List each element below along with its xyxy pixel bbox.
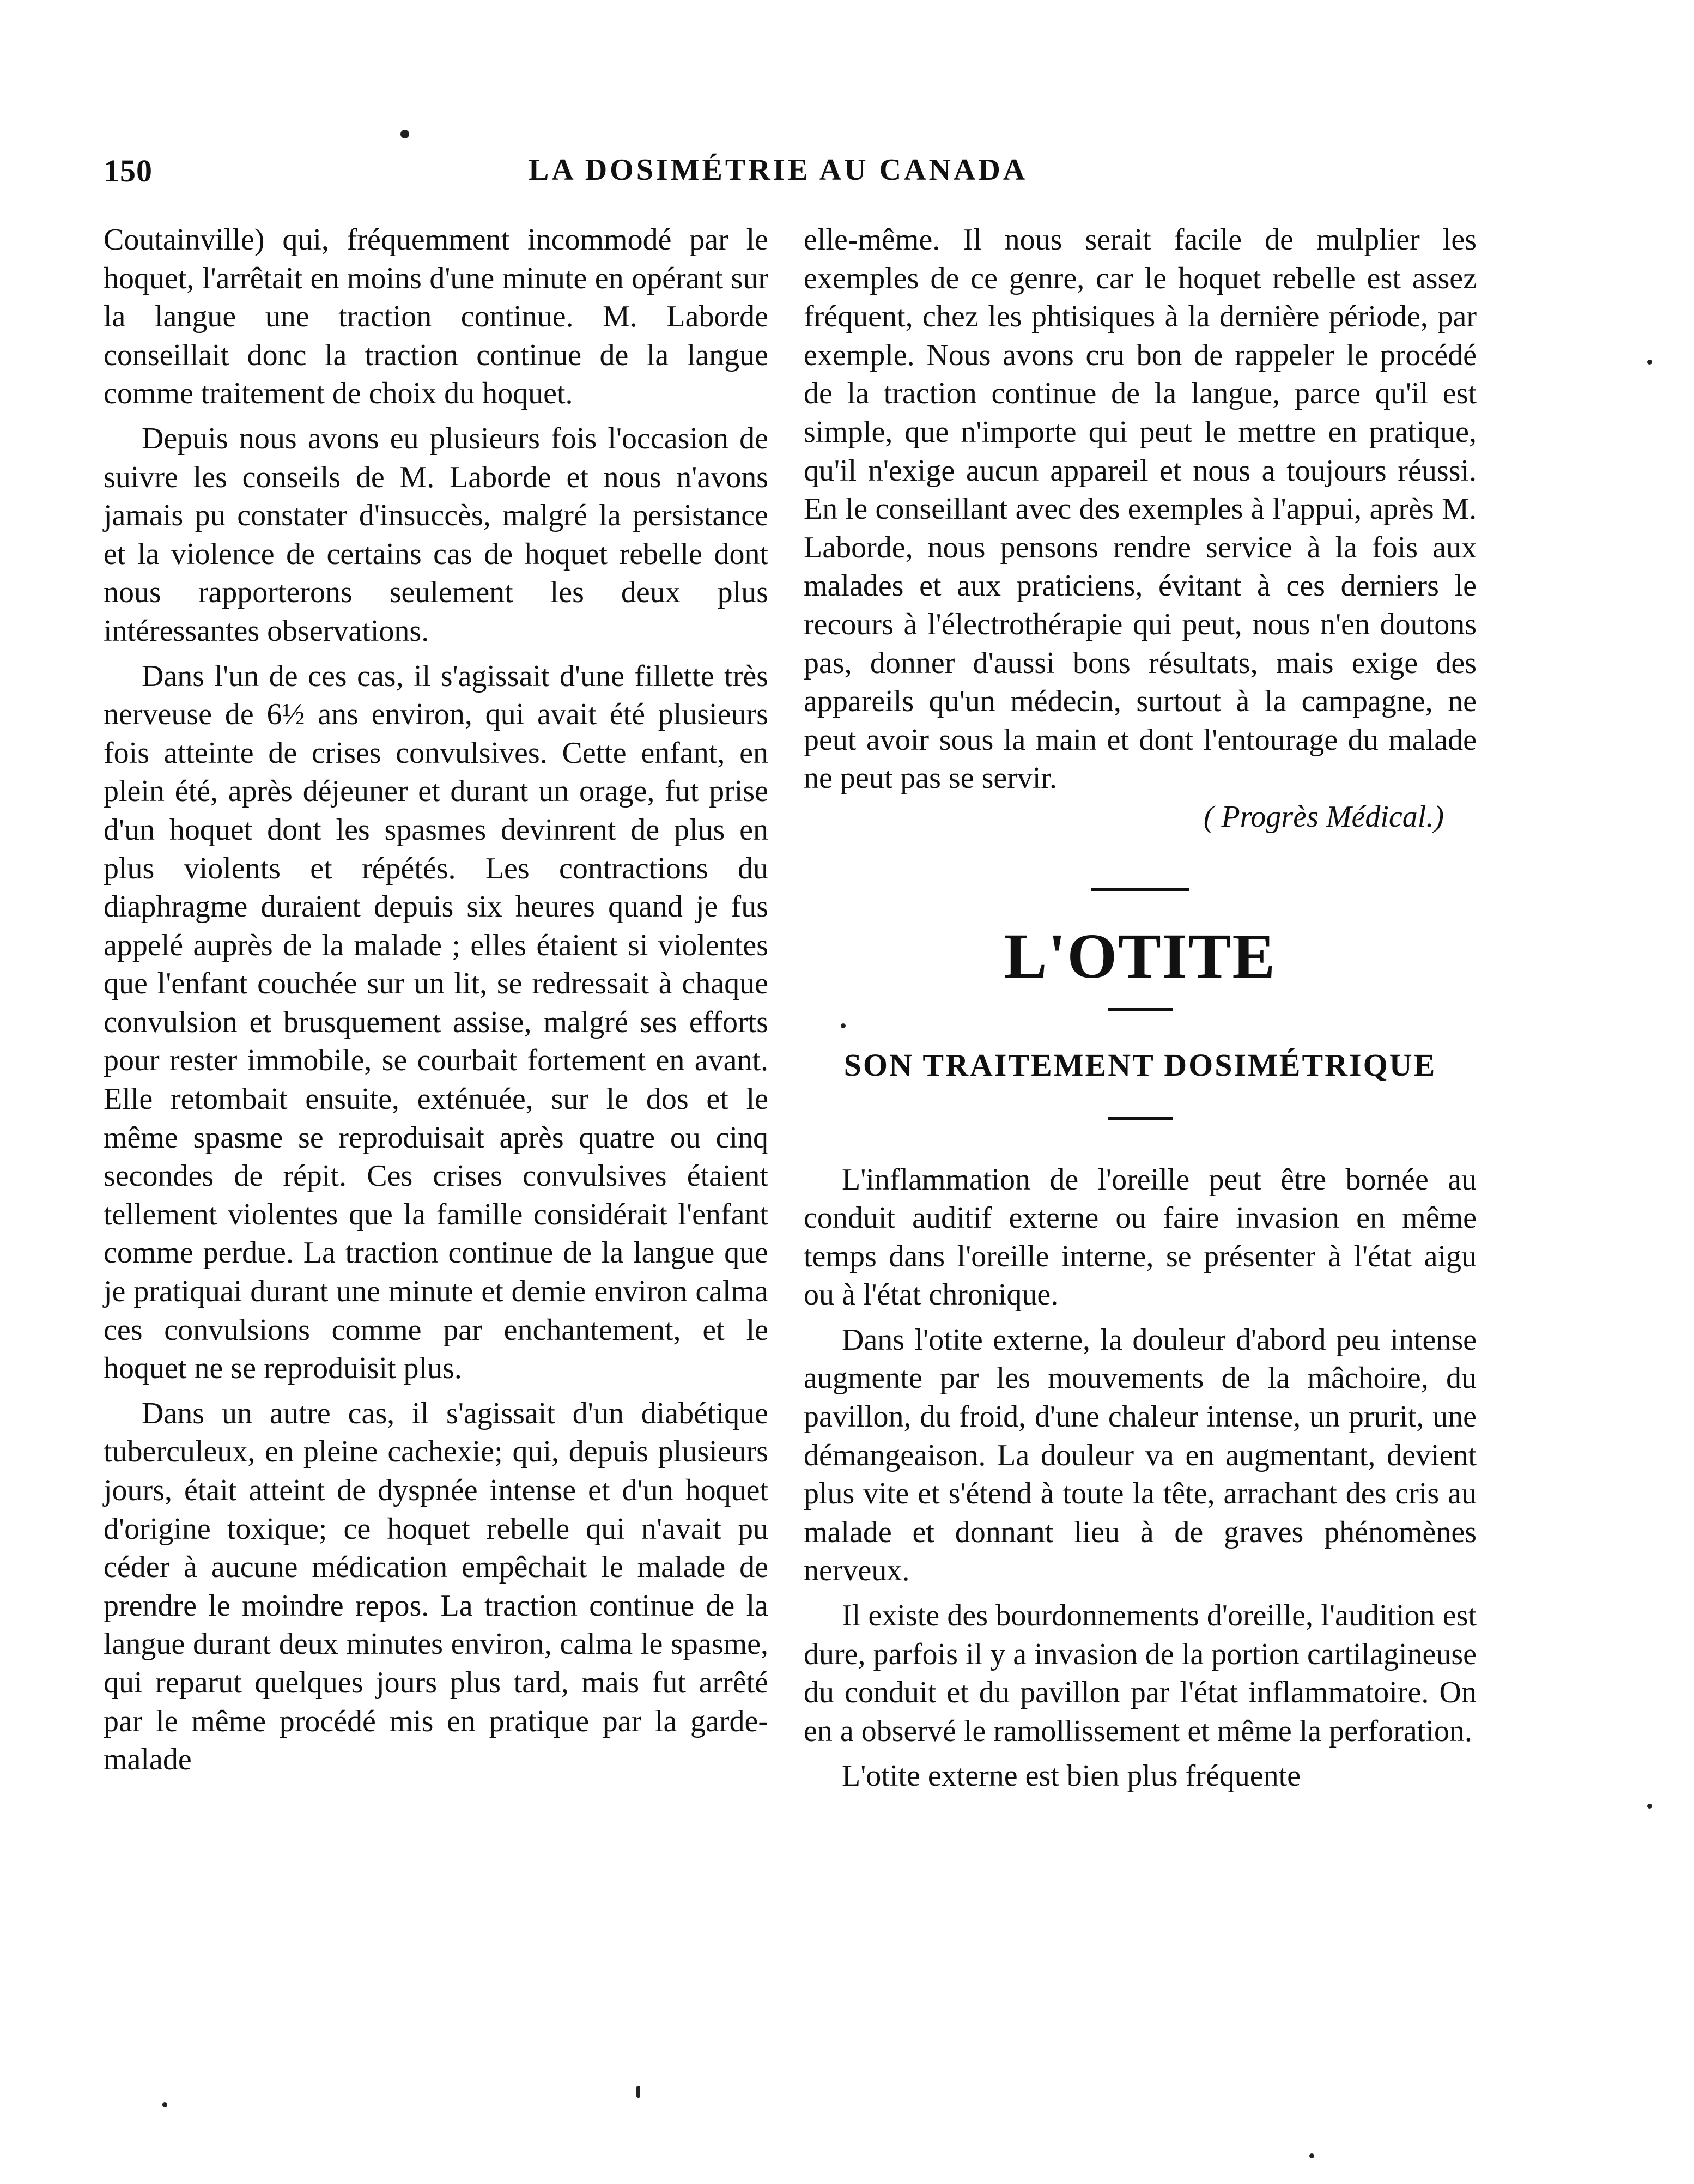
paragraph: Dans l'un de ces cas, il s'agissait d'une fillette très nerveuse de 6½ ans environ, qui avait été plusieurs fois atteinte de crises convulsives. Cette enfant, en plein été, après déjeuner et durant un orage, fut prise d'un hoquet dont les spasmes devinrent de plus en plus violents et répétés. Les contractions du diaphragme duraient depuis six heures quand je fus appelé auprès de la malade ; elles étaient si violentes que l'enfant couchée sur un lit, se redressait à chaque convulsion et brusquement assise, malgré ses efforts pour rester immobile, se courbait fortement en avant. Elle retombait ensuite, exténuée, sur le dos et le même spasme se reproduisait après quatre ou cinq secondes de répit. Ces crises convulsives étaient tellement violentes que la famille considérait l'enfant comme perdue. La traction continue de la langue que je pratiquai durant une minute et demie environ calma ces convulsions comme par enchantement, et le hoquet ne se reproduisit plus. — [104, 659, 768, 1386]
paragraph: Dans l'otite externe, la douleur d'abord peu intense augmente par les mouvements de la mâchoire, du pavillon, du froid, d'une chaleur intense, un prurit, une démangeaison. La douleur va en augmentant, devient plus vite et s'étend à toute la tête, arrachant des cris au malade et donnant lieu à de graves phénomènes nerveux. — [804, 1322, 1477, 1588]
paragraph: L'inflammation de l'oreille peut être bornée au conduit auditif externe ou faire invasion en même temps dans l'oreille interne, se présenter à l'état aigu ou à l'état chronique. — [804, 1162, 1477, 1312]
paragraph: Coutainville) qui, fréquemment incommodé par le hoquet, l'arrêtait en moins d'une minute en opérant sur la langue une traction continue. M. Laborde conseillait donc la traction continue de la langue comme traitement de choix du hoquet. — [104, 223, 768, 411]
paragraph: L'otite externe est bien plus fréquente — [842, 1759, 1301, 1793]
paragraph-continuation: elle-même. Il nous serait facile de mulplier les exemples de ce genre, car le hoquet rebelle est assez fréquent, chez les phtisiques à la dernière période, par exemple. Nous avons cru bon de rappeler le procédé de la traction continue de la langue, parce qu'il est simple, que n'importe qui peut le mettre en pratique, qu'il n'exige aucun appareil et nous a toujours réussi. En le conseillant avec des exemples à l'appui, après M. Laborde, nous pensons rendre service à la fois aux malades et aux praticiens, évitant à ces derniers le recours à l'électrothérapie qui peut, nous n'en doutons pas, donner d'aussi bons résultats, mais exige des appareils qu'un médecin, surtout à la campagne, ne peut avoir sous la main et dont l'entourage du malade ne peut pas se servir. — [804, 223, 1477, 796]
article-title: L'OTITE — [1004, 920, 1277, 992]
ink-speck — [841, 1023, 846, 1028]
separator-rule — [1091, 888, 1189, 891]
paragraph: Depuis nous avons eu plusieurs fois l'occasion de suivre les conseils de M. Laborde et nous n'avons jamais pu constater d'insuccès, malgré la persistance et la violence de certains cas de hoquet rebelle dont nous rapporterons seulement les deux plus intéressantes observations. — [104, 421, 768, 648]
right-column — [804, 221, 1477, 1795]
ink-speck — [1647, 1804, 1652, 1809]
page-number: 150 — [104, 153, 153, 189]
page-header — [104, 153, 1482, 196]
separator-rule — [1108, 1117, 1173, 1120]
left-column — [104, 221, 768, 1779]
ink-speck — [162, 2102, 167, 2107]
ink-speck — [1647, 360, 1652, 365]
ink-speck — [400, 130, 409, 138]
ink-speck — [636, 2086, 640, 2098]
ink-speck — [1309, 2153, 1314, 2158]
source-citation: ( Progrès Médical.) — [1203, 799, 1444, 834]
paragraph: Il existe des bourdonnements d'oreille, l'audition est dure, parfois il y a invasion de la portion cartilagineuse du conduit et du pavillon par l'état inflammatoire. On en a observé le ramollissement et même la perforation. — [804, 1599, 1477, 1748]
article-subtitle: SON TRAITEMENT DOSIMÉTRIQUE — [843, 1047, 1437, 1083]
running-title: LA DOSIMÉTRIE AU CANADA — [529, 153, 1028, 187]
separator-rule — [1108, 1008, 1173, 1011]
paragraph: Dans un autre cas, il s'agissait d'un diabétique tuberculeux, en pleine cachexie; qui, depuis plusieurs jours, était atteint de dyspnée intense et d'un hoquet d'origine toxique; ce hoquet rebelle qui n'avait pu céder à aucune médication empêchait le malade de prendre le moindre repos. La traction continue de la langue durant deux minutes environ, calma le spasme, qui reparut quelques jours plus tard, mais fut arrêté par le même procédé mis en pratique par la garde-malade — [104, 1396, 768, 1777]
